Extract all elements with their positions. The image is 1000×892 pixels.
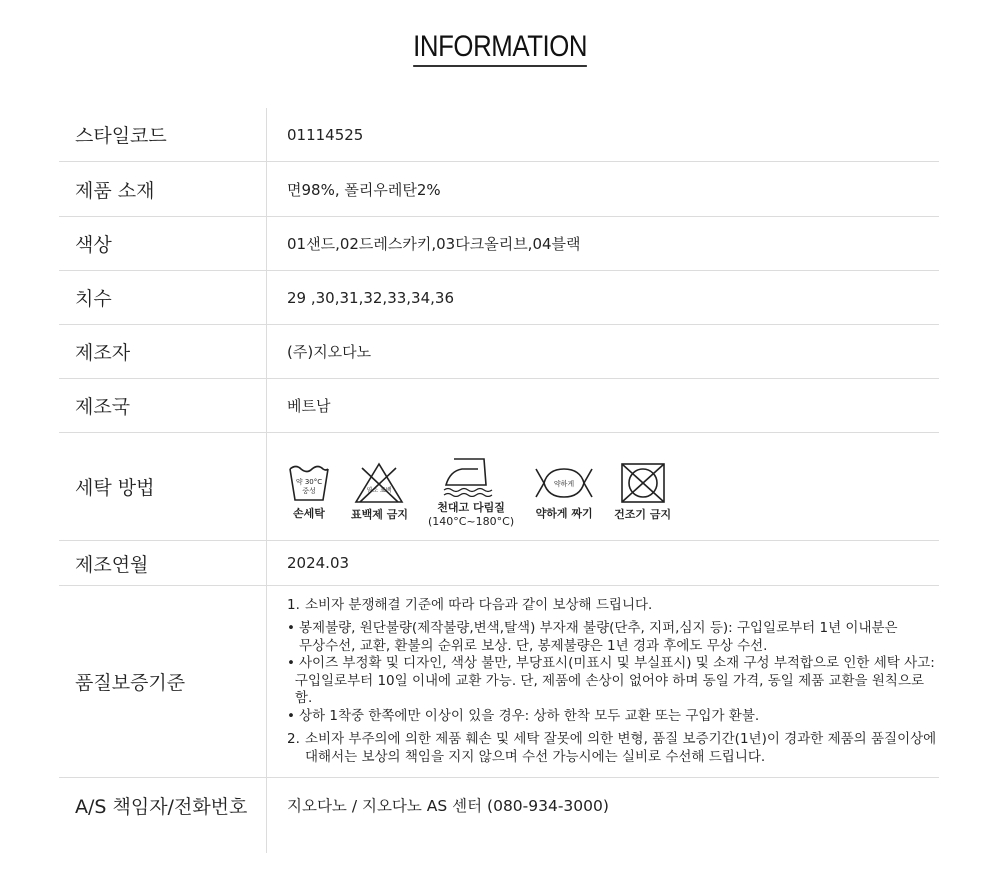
iron-icon [442, 455, 500, 497]
warranty-item-2-cont [287, 749, 765, 767]
hand-wash-temp: 약 30°C [295, 477, 323, 486]
warranty-bullet-2b: 구입일로부터 10일 이내에 교환 가능. 단, 제품에 손상이 없어야 하며 동일 가격, 동일 제품 교환을 원칙으로 함. [294, 672, 925, 707]
warranty-item-1 [287, 597, 652, 615]
warranty-num-2: 2. [287, 731, 300, 748]
value-as: 지오다노 / 지오다노 AS 센터 (080-934-3000) [287, 797, 609, 815]
row-color [59, 217, 939, 271]
iron-label: 천대고 다림질 [437, 501, 505, 514]
warranty-line-2b: 대해서는 보상의 책임을 지지 않으며 수선 가능시에는 실비로 수선해 드립니다. [305, 748, 766, 765]
label-country: 제조국 [59, 379, 267, 432]
label-color: 색상 [59, 217, 267, 270]
row-maker [59, 325, 939, 379]
no-bleach-icon [354, 462, 404, 504]
row-as [59, 778, 939, 853]
row-warranty [59, 586, 939, 778]
bullet-mark-1: • [287, 620, 295, 637]
bullet-mark-3: • [287, 707, 295, 724]
warranty-bullet-1-cont [287, 638, 767, 656]
care-symbols [267, 433, 939, 540]
label-material: 제품 소재 [59, 162, 267, 216]
care-no-bleach [351, 462, 408, 522]
info-table [59, 108, 939, 853]
warranty-bullet-1a: 봉제불량, 원단불량(제작불량,변색,탈색) 부자재 불량(단추, 지퍼,심지 등): 구입일로부터 1년 이내분은 [299, 620, 898, 637]
row-style-code [59, 108, 939, 162]
care-hand-wash [287, 463, 331, 521]
iron-temp-range: (140°C~180°C) [427, 515, 515, 528]
no-tumble-dry-icon [620, 462, 666, 504]
value-color: 01샌드,02드레스카키,03다크올리브,04블랙 [287, 235, 581, 253]
label-maker: 제조자 [59, 325, 267, 378]
row-washing [59, 433, 939, 541]
wring-label: 약하게 짜기 [535, 506, 593, 520]
warranty-text [267, 586, 939, 777]
warranty-num-1: 1. [287, 596, 300, 613]
label-as: A/S 책임자/전화번호 [59, 778, 267, 853]
row-date [59, 541, 939, 586]
label-washing: 세탁 방법 [59, 433, 267, 540]
no-bleach-inner: 염소 표백 [366, 486, 393, 494]
warranty-bullet-3-text: 상하 1착중 한쪽에만 이상이 있을 경우: 상하 한착 모두 교환 또는 구입가 환불. [299, 707, 760, 724]
warranty-bullet-2 [287, 655, 935, 673]
label-warranty: 품질보증기준 [59, 586, 267, 777]
label-size: 치수 [59, 271, 267, 324]
care-iron [428, 455, 514, 528]
warranty-bullet-1 [287, 620, 898, 638]
warranty-bullet-1b: 무상수선, 교환, 환불의 순위로 보상. 단, 봉제불량은 1년 경과 후에도 무상 수선. [299, 637, 768, 654]
hand-wash-label: 손세탁 [293, 506, 325, 520]
wring-inner: 약하게 [553, 479, 575, 488]
label-style-code: 스타일코드 [59, 108, 267, 161]
title-text: INFORMATION [413, 30, 587, 67]
value-size: 29 ,30,31,32,33,34,36 [287, 288, 454, 307]
row-material [59, 162, 939, 217]
warranty-bullet-2-cont [287, 673, 939, 708]
value-date: 2024.03 [287, 554, 350, 572]
wring-icon [534, 463, 594, 503]
hand-wash-detergent: 중성 [302, 486, 316, 495]
warranty-line-1: 소비자 분쟁해결 기준에 따라 다음과 같이 보상해 드립니다. [305, 596, 653, 613]
bullet-mark-2: • [287, 655, 295, 672]
page-title [0, 30, 1000, 67]
care-wring [534, 463, 594, 521]
value-style-code: 01114525 [287, 125, 364, 144]
value-maker: (주)지오다노 [287, 343, 372, 361]
row-size [59, 271, 939, 325]
no-dry-label: 건조기 금지 [614, 507, 672, 521]
warranty-bullet-2a: 사이즈 부정확 및 디자인, 색상 불만, 부당표시(미표시 및 부실표시) 및 소재 구성 부적합으로 인한 세탁 사고: [299, 655, 935, 672]
row-country [59, 379, 939, 433]
warranty-line-2a: 소비자 부주의에 의한 제품 훼손 및 세탁 잘못에 의한 변형, 품질 보증기간(1년)이 경과한 제품의 품질이상에 [305, 731, 937, 748]
no-bleach-label: 표백제 금지 [351, 507, 408, 521]
value-material: 면98%, 폴리우레탄2% [287, 180, 441, 199]
value-country: 베트남 [287, 397, 331, 415]
warranty-item-2 [287, 731, 936, 749]
label-date: 제조연월 [59, 541, 267, 585]
warranty-bullet-3 [287, 708, 759, 726]
hand-wash-icon [287, 463, 331, 503]
care-no-dry [614, 462, 671, 522]
